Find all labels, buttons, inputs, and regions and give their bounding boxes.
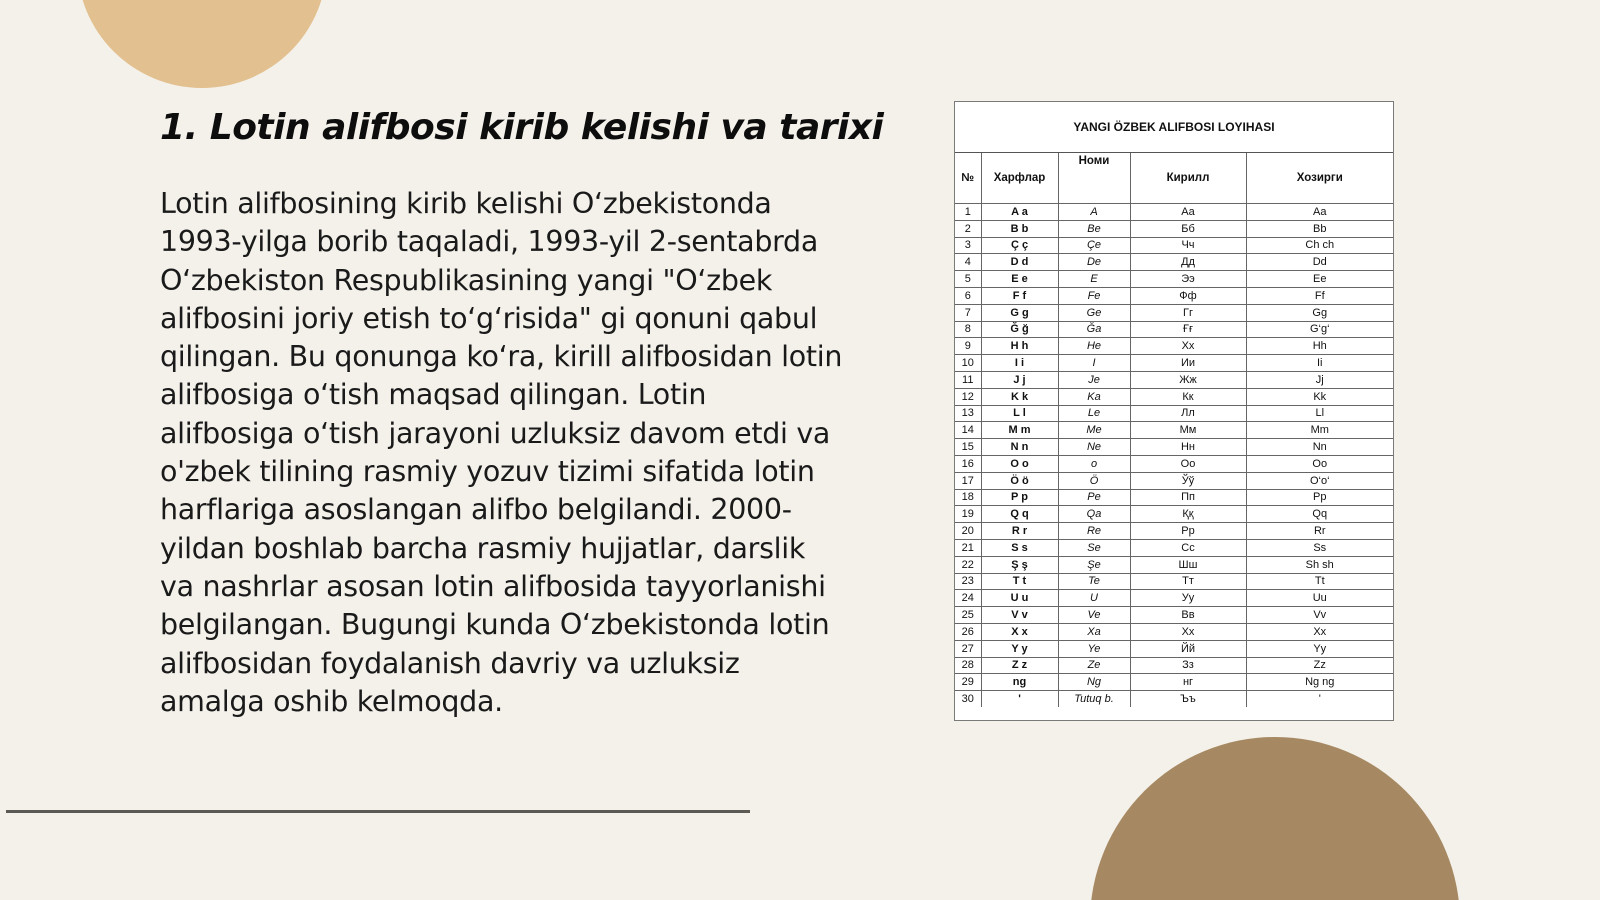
cell-name: Qa (1058, 506, 1130, 523)
table-header-row (955, 153, 1393, 204)
cell-cyrillic: Шш (1130, 556, 1246, 573)
cell-name: Xa (1058, 623, 1130, 640)
cell-name: Me (1058, 422, 1130, 439)
cell-name: Le (1058, 405, 1130, 422)
cell-number: 23 (955, 573, 981, 590)
table-row (955, 371, 1393, 388)
cell-letters: Z z (981, 657, 1058, 674)
cell-current: Ff (1246, 287, 1393, 304)
cell-letters: Ş ş (981, 556, 1058, 573)
cell-cyrillic: Оо (1130, 455, 1246, 472)
cell-number: 22 (955, 556, 981, 573)
cell-letters: V v (981, 607, 1058, 624)
cell-number: 1 (955, 204, 981, 221)
alphabet-table-image (954, 101, 1394, 721)
table-title: YANGI ÖZBEK ALIFBOSI LOYIHASI (955, 102, 1393, 153)
table-row (955, 691, 1393, 707)
cell-letters: I i (981, 355, 1058, 372)
cell-name: Şe (1058, 556, 1130, 573)
table-row (955, 237, 1393, 254)
cell-letters: ng (981, 674, 1058, 691)
cell-number: 12 (955, 388, 981, 405)
header-cyrillic: Кирилл (1130, 153, 1246, 204)
cell-letters: N n (981, 439, 1058, 456)
cell-name: Re (1058, 523, 1130, 540)
cell-number: 25 (955, 607, 981, 624)
table-row (955, 422, 1393, 439)
cell-letters: J j (981, 371, 1058, 388)
table-row (955, 556, 1393, 573)
cell-letters: U u (981, 590, 1058, 607)
cell-letters: ' (981, 691, 1058, 707)
table-row (955, 640, 1393, 657)
cell-cyrillic: Ээ (1130, 271, 1246, 288)
cell-number: 27 (955, 640, 981, 657)
table-row (955, 472, 1393, 489)
table-row (955, 523, 1393, 540)
cell-current: Vv (1246, 607, 1393, 624)
cell-letters: F f (981, 287, 1058, 304)
cell-letters: S s (981, 539, 1058, 556)
cell-cyrillic: Гг (1130, 304, 1246, 321)
cell-current: Rr (1246, 523, 1393, 540)
cell-letters: Ğ ğ (981, 321, 1058, 338)
cell-name: Be (1058, 220, 1130, 237)
cell-name: Ng (1058, 674, 1130, 691)
table-row (955, 590, 1393, 607)
cell-name: Tutuq b. (1058, 691, 1130, 707)
cell-letters: E e (981, 271, 1058, 288)
cell-letters: H h (981, 338, 1058, 355)
cell-name: Ve (1058, 607, 1130, 624)
cell-letters: Ö ö (981, 472, 1058, 489)
cell-cyrillic: Жж (1130, 371, 1246, 388)
table-row (955, 607, 1393, 624)
cell-number: 3 (955, 237, 981, 254)
cell-current: Yy (1246, 640, 1393, 657)
cell-cyrillic: Сс (1130, 539, 1246, 556)
alphabet-table (955, 153, 1393, 707)
cell-current: Aa (1246, 204, 1393, 221)
cell-number: 8 (955, 321, 981, 338)
cell-name: He (1058, 338, 1130, 355)
table-row (955, 355, 1393, 372)
table-row (955, 204, 1393, 221)
cell-cyrillic: Уу (1130, 590, 1246, 607)
table-row (955, 439, 1393, 456)
cell-number: 20 (955, 523, 981, 540)
table-row (955, 455, 1393, 472)
cell-current: G‘g‘ (1246, 321, 1393, 338)
cell-name: Ye (1058, 640, 1130, 657)
cell-letters: D d (981, 254, 1058, 271)
cell-cyrillic: Фф (1130, 287, 1246, 304)
table-row (955, 506, 1393, 523)
cell-letters: O o (981, 455, 1058, 472)
cell-name: A (1058, 204, 1130, 221)
cell-cyrillic: Чч (1130, 237, 1246, 254)
cell-name: o (1058, 455, 1130, 472)
cell-cyrillic: Рр (1130, 523, 1246, 540)
cell-cyrillic: Хх (1130, 623, 1246, 640)
cell-name: Ne (1058, 439, 1130, 456)
cell-number: 2 (955, 220, 981, 237)
cell-number: 21 (955, 539, 981, 556)
cell-name: Se (1058, 539, 1130, 556)
cell-cyrillic: Бб (1130, 220, 1246, 237)
table-body (955, 204, 1393, 707)
cell-number: 5 (955, 271, 981, 288)
cell-cyrillic: Ъъ (1130, 691, 1246, 707)
table-row (955, 304, 1393, 321)
decorative-circle-top (77, 0, 327, 88)
cell-name: Pe (1058, 489, 1130, 506)
cell-number: 26 (955, 623, 981, 640)
cell-number: 16 (955, 455, 981, 472)
table-row (955, 657, 1393, 674)
cell-letters: R r (981, 523, 1058, 540)
cell-current: Oo (1246, 455, 1393, 472)
cell-number: 10 (955, 355, 981, 372)
cell-letters: T t (981, 573, 1058, 590)
slide-title: 1. Lotin alifbosi kirib kelishi va tarixi (160, 107, 884, 148)
cell-number: 7 (955, 304, 981, 321)
cell-name: Çe (1058, 237, 1130, 254)
cell-cyrillic: Пп (1130, 489, 1246, 506)
cell-name: I (1058, 355, 1130, 372)
cell-current: Dd (1246, 254, 1393, 271)
cell-name: Ğa (1058, 321, 1130, 338)
cell-cyrillic: Нн (1130, 439, 1246, 456)
cell-name: Fe (1058, 287, 1130, 304)
cell-number: 4 (955, 254, 981, 271)
divider-line (6, 810, 750, 813)
cell-current: Nn (1246, 439, 1393, 456)
cell-number: 19 (955, 506, 981, 523)
cell-current: Mm (1246, 422, 1393, 439)
cell-name: U (1058, 590, 1130, 607)
header-number: № (955, 153, 981, 204)
cell-number: 17 (955, 472, 981, 489)
cell-number: 14 (955, 422, 981, 439)
cell-letters: A a (981, 204, 1058, 221)
cell-letters: L l (981, 405, 1058, 422)
cell-number: 28 (955, 657, 981, 674)
cell-cyrillic: Вв (1130, 607, 1246, 624)
cell-number: 13 (955, 405, 981, 422)
cell-name: Je (1058, 371, 1130, 388)
cell-cyrillic: Хх (1130, 338, 1246, 355)
cell-current: Hh (1246, 338, 1393, 355)
cell-letters: B b (981, 220, 1058, 237)
cell-cyrillic: Ии (1130, 355, 1246, 372)
table-row (955, 271, 1393, 288)
cell-current: Ll (1246, 405, 1393, 422)
cell-current: ' (1246, 691, 1393, 707)
cell-number: 9 (955, 338, 981, 355)
table-row (955, 321, 1393, 338)
cell-name: Ka (1058, 388, 1130, 405)
cell-current: Kk (1246, 388, 1393, 405)
cell-name: Ge (1058, 304, 1130, 321)
cell-cyrillic: Ғғ (1130, 321, 1246, 338)
table-row (955, 405, 1393, 422)
cell-letters: K k (981, 388, 1058, 405)
cell-current: Zz (1246, 657, 1393, 674)
cell-cyrillic: Лл (1130, 405, 1246, 422)
cell-current: Bb (1246, 220, 1393, 237)
cell-letters: Q q (981, 506, 1058, 523)
cell-current: O‘o‘ (1246, 472, 1393, 489)
cell-cyrillic: Aa (1130, 204, 1246, 221)
table-row (955, 623, 1393, 640)
cell-letters: P p (981, 489, 1058, 506)
cell-current: Ng ng (1246, 674, 1393, 691)
cell-current: Jj (1246, 371, 1393, 388)
cell-number: 11 (955, 371, 981, 388)
cell-name: E (1058, 271, 1130, 288)
slide-body-text: Lotin alifbosining kirib kelishi O‘zbekistonda 1993-yilga borib taqaladi, 1993-yil 2-sentabrda O‘zbekiston Respublikasining yangi "O‘zbek alifbosini joriy etish to‘g‘risida" gi qonuni qabul qilingan. Bu qonunga ko‘ra, kirill alifbosidan lotin alifbosiga o‘tish maqsad qilingan. Lotin alifbosiga o‘tish jarayoni uzluksiz davom etdi va o'zbek tilining rasmiy yozuv tizimi sifatida lotin harflariga asoslangan alifbo belgilandi. 2000-yildan boshlab barcha rasmiy hujjatlar, darslik va nashrlar asosan lotin alifbosida tayyorlanishi belgilangan. Bugungi kunda O‘zbekistonda lotin alifbosidan foydalanish davriy va uzluksiz amalga oshib kelmoqda. (160, 187, 843, 718)
header-letters: Харфлар (981, 153, 1058, 204)
cell-current: Sh sh (1246, 556, 1393, 573)
cell-number: 6 (955, 287, 981, 304)
cell-current: Ii (1246, 355, 1393, 372)
header-current: Хозирги (1246, 153, 1393, 204)
cell-letters: Y y (981, 640, 1058, 657)
cell-current: Tt (1246, 573, 1393, 590)
table-row (955, 287, 1393, 304)
cell-number: 29 (955, 674, 981, 691)
cell-cyrillic: нг (1130, 674, 1246, 691)
cell-name: Te (1058, 573, 1130, 590)
cell-cyrillic: Ўў (1130, 472, 1246, 489)
table-row (955, 674, 1393, 691)
cell-current: Pp (1246, 489, 1393, 506)
table-row (955, 539, 1393, 556)
cell-number: 24 (955, 590, 981, 607)
cell-number: 30 (955, 691, 981, 707)
cell-cyrillic: Мм (1130, 422, 1246, 439)
table-row (955, 489, 1393, 506)
cell-current: Qq (1246, 506, 1393, 523)
cell-number: 18 (955, 489, 981, 506)
cell-letters: X x (981, 623, 1058, 640)
cell-cyrillic: Ққ (1130, 506, 1246, 523)
table-row (955, 573, 1393, 590)
cell-name: De (1058, 254, 1130, 271)
cell-current: Uu (1246, 590, 1393, 607)
cell-letters: M m (981, 422, 1058, 439)
cell-current: Xx (1246, 623, 1393, 640)
header-name: Номи (1058, 153, 1130, 204)
cell-cyrillic: Кк (1130, 388, 1246, 405)
cell-cyrillic: Дд (1130, 254, 1246, 271)
cell-cyrillic: Йй (1130, 640, 1246, 657)
cell-current: Ee (1246, 271, 1393, 288)
table-row (955, 338, 1393, 355)
cell-name: Ö (1058, 472, 1130, 489)
cell-letters: G g (981, 304, 1058, 321)
cell-number: 15 (955, 439, 981, 456)
table-row (955, 254, 1393, 271)
table-row (955, 220, 1393, 237)
cell-cyrillic: Тт (1130, 573, 1246, 590)
decorative-circle-bottom (1090, 737, 1460, 900)
table-row (955, 388, 1393, 405)
cell-name: Ze (1058, 657, 1130, 674)
cell-cyrillic: Зз (1130, 657, 1246, 674)
cell-current: Gg (1246, 304, 1393, 321)
cell-letters: Ç ç (981, 237, 1058, 254)
cell-current: Ss (1246, 539, 1393, 556)
cell-current: Ch ch (1246, 237, 1393, 254)
